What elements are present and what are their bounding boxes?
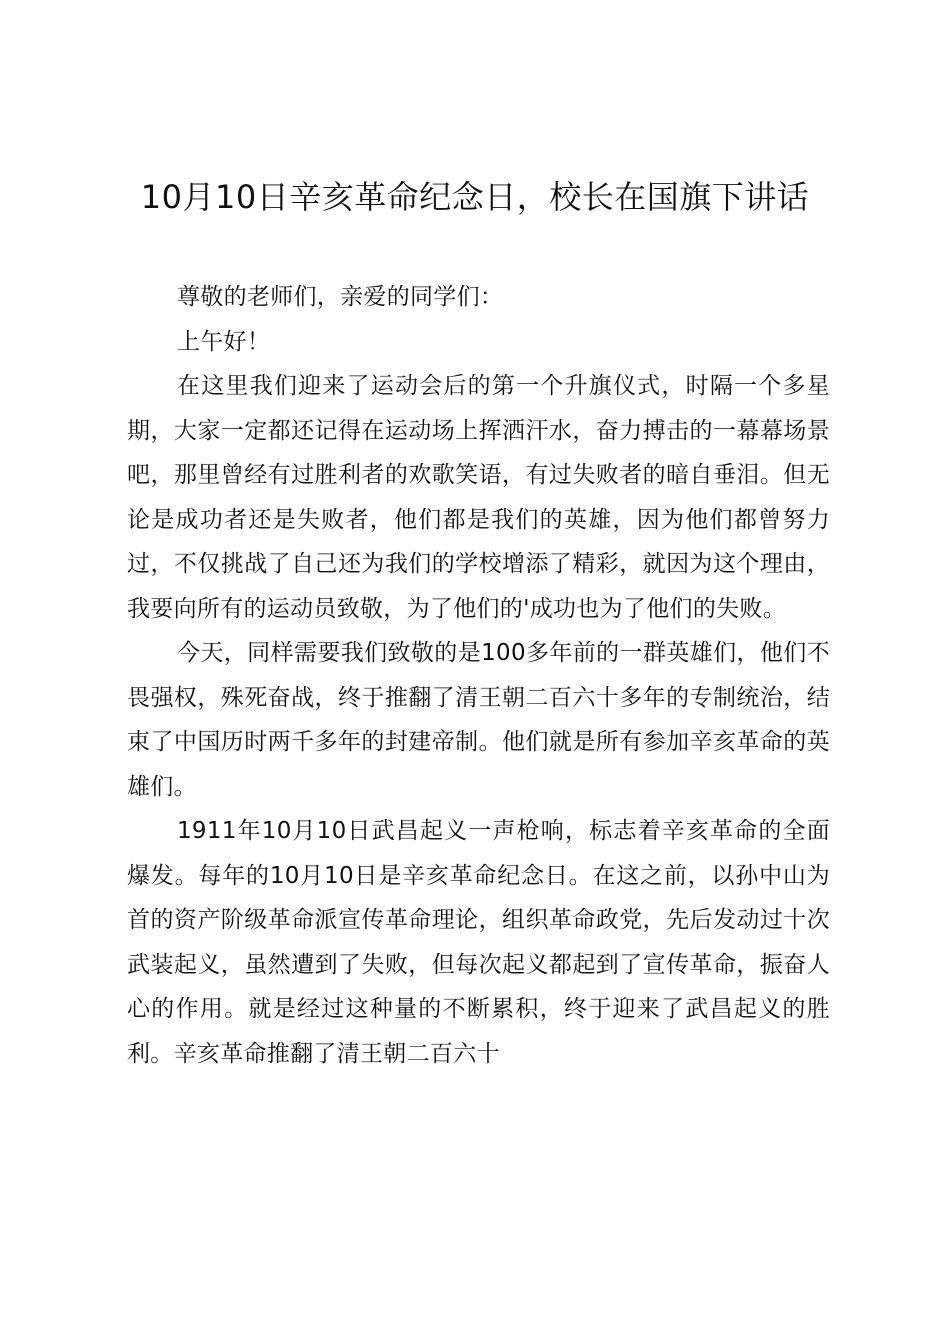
document-title: 10月10日辛亥革命纪念日，校长在国旗下讲话 <box>140 178 810 216</box>
salutation-paragraph: 尊敬的老师们，亲爱的同学们： <box>177 284 504 310</box>
greeting-paragraph: 上午好！ <box>177 328 271 355</box>
body-paragraph: 在这里我们迎来了运动会后的第一个升旗仪式，时隔一个多星期，大家一定都还记得在运动场上挥洒汗水，奋力搏击的一幕幕场景吧，那里曾经有过胜利者的欢歌笑语，有过失败者的暗自垂泪。但无论是成功者还是失败者，他们都是我们的英雄，因为他们都曾努力过，不仅挑战了自己还为我们的学校增添了精彩，就因为这个理由，我要向所有的运动员致敬，为了他们的'成功也为了他们的失败。 <box>127 373 830 622</box>
body-paragraph: 今天，同样需要我们致敬的是100多年前的一群英雄们，他们不畏强权，殊死奋战，终于推翻了清王朝二百六十多年的专制统治，结束了中国历时两千多年的封建帝制。他们就是所有参加辛亥革命的英雄们。 <box>127 640 830 800</box>
document-body <box>127 275 830 1076</box>
body-paragraph: 1911年10月10日武昌起义一声枪响，标志着辛亥革命的全面爆发。每年的10月10日是辛亥革命纪念日。在这之前，以孙中山为首的资产阶级革命派宣传革命理论，组织革命政党，先后发动过十次武装起义，虽然遭到了失败，但每次起义都起到了宣传革命，振奋人心的作用。就是经过这种量的不断累积，终于迎来了武昌起义的胜利。辛亥革命推翻了清王朝二百六十 <box>127 818 830 1067</box>
